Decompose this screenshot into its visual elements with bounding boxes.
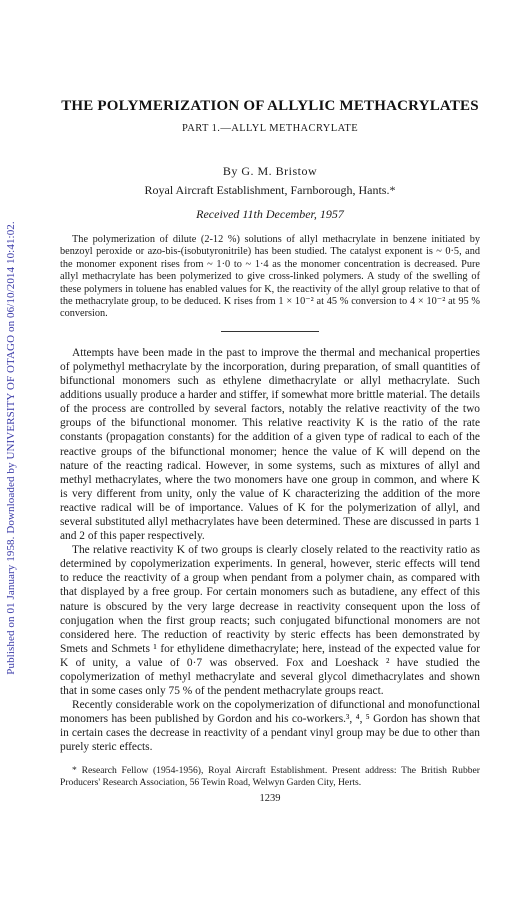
download-watermark	[0, 0, 22, 911]
body-paragraph: Attempts have been made in the past to improve the thermal and mechanical properties of polymethyl methacrylate by the incorporation, during preparation, of small quantities of bifunctional monomers such as ethylene dimethacrylate or allyl methacrylate. Such additions usually produce a harder and stiffer, if somewhat more brittle material. The details of the process are controlled by several factors, notably the relative reactivity of the two groups of the bifunctional monomer. This relative reactivity K is the ratio of the rate constants (propagation constants) for the addition of a given type of radical to each of the reactive groups of the bifunctional monomer; hence the value of K will depend on the nature of the reacting radical. However, in some systems, such as mixtures of allyl and methyl methacrylates, where the two monomers have one group in common, and where K is very different from unity, only the value of K characterizing the addition of the more reactive radical will be of importance. Values of K for the polymerization of allyl, and several substituted allyl methacrylates have been determined. These are discussed in parts 1 and 2 of this paper respectively.	[60, 346, 480, 543]
abstract: The polymerization of dilute (2-12 %) solutions of allyl methacrylate in benzene initiated by benzoyl peroxide or azo-bis-(isobutyronitrile) has been studied. The catalyst exponent is ~ 0·5, and the monomer exponent rises from ~ 1·0 to ~ 1·4 as the monomer concentration is decreased. Pure allyl methacrylate has been polymerized to give cross-linked polymers. A study of the swelling of these polymers in toluene has enabled values for K, the reactivity of the allyl group relative to that of the methacrylate group, to be deduced. K rises from 1 × 10⁻² at 45 % conversion to 4 × 10⁻² at 95 % conversion.	[60, 234, 480, 320]
section-divider	[221, 331, 319, 332]
article-part-heading: PART 1.—ALLYL METHACRYLATE	[181, 123, 359, 134]
body-paragraph: The relative reactivity K of two groups is clearly closely related to the reactivity ratio as determined by copolymerization experiments. In general, however, steric effects will tend to reduce the reactivity of a group when pendant from a polymer chain, as compared with that displayed by a free group. For certain monomers such as butadiene, any effect of this nature is obscured by the very large decrease in reactivity consequent upon the loss of conjugation when the first group reacts; such conjugated bifunctional monomers are not considered here. The reduction of reactivity by steric effects has been demonstrated by Smets and Schmets ¹ for ethylidene dimethacrylate; here, instead of the expected value for K of unity, a value of 0·7 was observed. Fox and Loeshack ² have studied the copolymerization of methyl methacrylate and several glycol dimethacrylates and shown that in some cases only 75 % of the pendent methacrylate groups react.	[60, 544, 480, 698]
article-title: THE POLYMERIZATION OF ALLYLIC METHACRYLATES	[61, 98, 479, 114]
author-line: By G. M. Bristow	[222, 164, 318, 178]
page-number: 1239	[259, 792, 281, 804]
body-paragraph: Recently considerable work on the copolymerization of difunctional and monofunctional monomers has been published by Gordon and his co-workers.³, ⁴, ⁵ Gordon has shown that in certain cases the decrease in reactivity of a pendant vinyl group may be due to other than purely steric effects.	[60, 699, 480, 754]
article-body	[60, 346, 480, 755]
article-page	[60, 98, 480, 804]
download-watermark-text: Published on 01 January 1958. Downloaded by UNIVERSITY OF OTAGO on 06/10/2014 10:41:02.	[5, 221, 17, 675]
received-date: Received 11th December, 1957	[196, 207, 344, 221]
footnote: * Research Fellow (1954-1956), Royal Aircraft Establishment. Present address: The British Rubber Producers' Research Association, 56 Tewin Road, Welwyn Garden City, Herts.	[60, 764, 480, 788]
author-affiliation: Royal Aircraft Establishment, Farnborough, Hants.*	[144, 183, 396, 197]
